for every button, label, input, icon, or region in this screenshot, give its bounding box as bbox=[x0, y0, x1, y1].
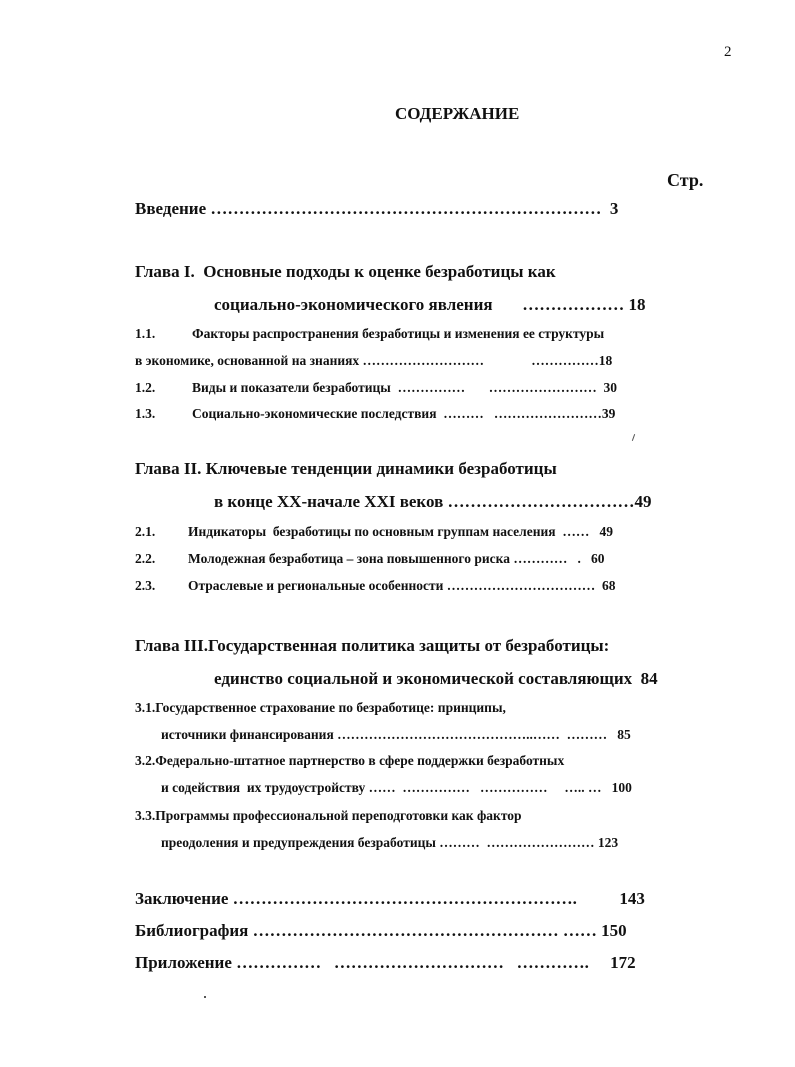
page-title: СОДЕРЖАНИЕ bbox=[395, 104, 520, 123]
toc-section-1-3: Социально-экономические последствия ……… ……………………39 bbox=[192, 406, 616, 421]
toc-section-1-1-cont: в экономике, основанной на знаниях ……………………… ……………18 bbox=[135, 353, 613, 368]
page-column-label: Стр. bbox=[667, 170, 704, 190]
toc-entry-bibliography: Библиография ……………………………………………… …… 150 bbox=[135, 921, 627, 940]
toc-section-3-2-cont: и содействия их трудоустройству …… …………… …………… ….. … 100 bbox=[161, 780, 632, 795]
toc-entry-conclusion: Заключение ……………………………………………………. 143 bbox=[135, 889, 645, 908]
toc-section-3-1-cont: источники финансирования ……………………………………..…… ……… 85 bbox=[161, 727, 631, 742]
toc-section-number: 2.2. bbox=[135, 551, 156, 566]
toc-section-number: 1.2. bbox=[135, 380, 156, 395]
page-number: 2 bbox=[724, 44, 732, 60]
toc-section-3-3-cont: преодоления и предупреждения безработицы ……… …………………… 123 bbox=[161, 835, 619, 850]
toc-section-number: 1.1. bbox=[135, 326, 156, 341]
scan-mark bbox=[632, 434, 635, 441]
toc-chapter-3-title-cont: единство социальной и экономической составляющих 84 bbox=[214, 669, 658, 688]
toc-chapter-3-title: Глава III.Государственная политика защиты от безработицы: bbox=[135, 636, 610, 655]
toc-chapter-2-title: Глава II. Ключевые тенденции динамики безработицы bbox=[135, 459, 557, 478]
toc-section-2-2: Молодежная безработица – зона повышенного риска ………… . 60 bbox=[188, 551, 605, 566]
toc-section-3-1: 3.1.Государственное страхование по безработице: принципы, bbox=[135, 700, 506, 715]
toc-chapter-1-title-cont: социально-экономического явления ……………… 18 bbox=[214, 295, 646, 314]
toc-section-3-3: 3.3.Программы профессиональной переподготовки как фактор bbox=[135, 808, 522, 823]
toc-entry-introduction: Введение …………………………………………………………… 3 bbox=[135, 199, 619, 218]
toc-entry-appendix: Приложение …………… ………………………… …………. 172 bbox=[135, 953, 636, 972]
scan-mark bbox=[204, 996, 206, 998]
toc-section-1-2: Виды и показатели безработицы …………… …………………… 30 bbox=[192, 380, 617, 395]
toc-section-number: 2.1. bbox=[135, 524, 156, 539]
toc-section-2-3: Отраслевые и региональные особенности …………………………… 68 bbox=[188, 578, 616, 593]
toc-section-number: 1.3. bbox=[135, 406, 156, 421]
toc-section-2-1: Индикаторы безработицы по основным группам населения …… 49 bbox=[188, 524, 613, 539]
toc-chapter-1-title: Глава I. Основные подходы к оценке безработицы как bbox=[135, 262, 556, 281]
toc-section-1-1: Факторы распространения безработицы и изменения ее структуры bbox=[192, 326, 605, 341]
toc-section-3-2: 3.2.Федерально-штатное партнерство в сфере поддержки безработных bbox=[135, 753, 565, 768]
toc-section-number: 2.3. bbox=[135, 578, 156, 593]
toc-chapter-2-title-cont: в конце XX-начале XXI веков ……………………………49 bbox=[214, 492, 652, 511]
